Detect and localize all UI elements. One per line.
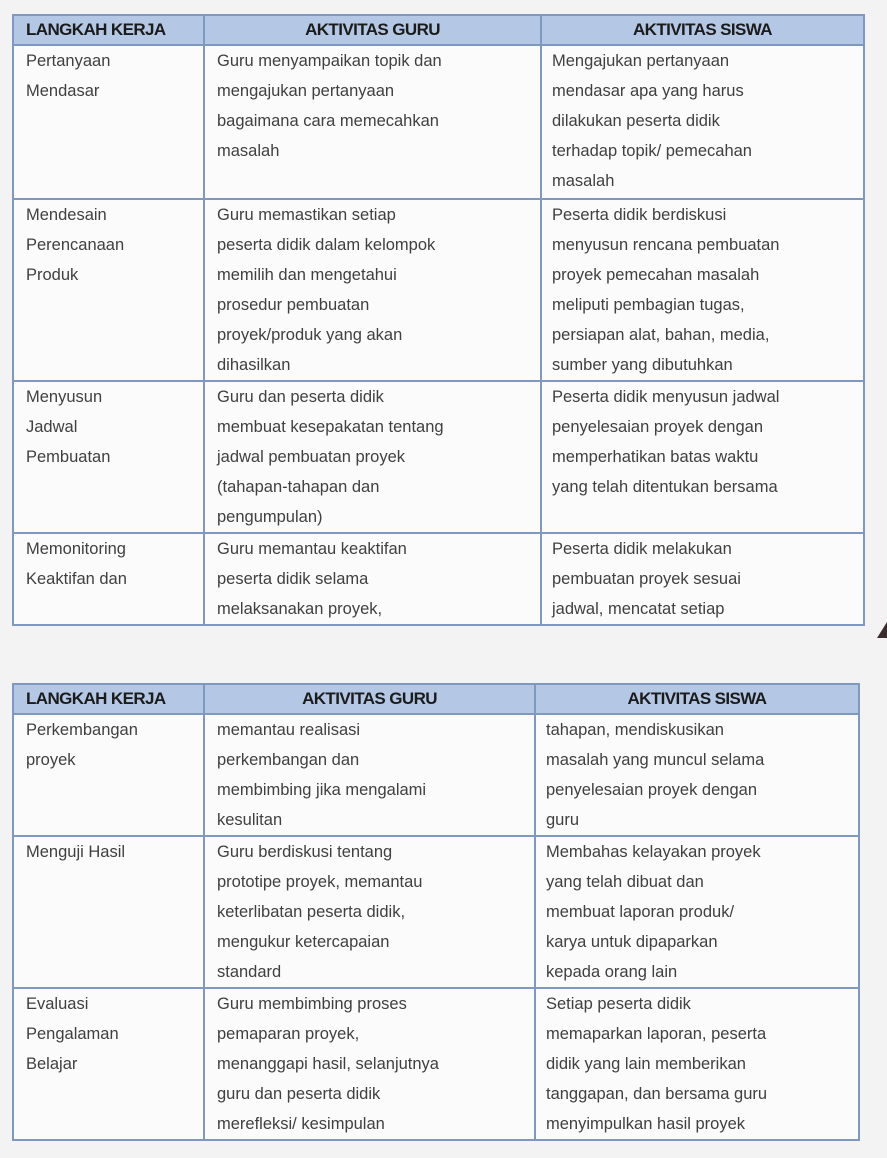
cell-siswa	[535, 714, 859, 836]
siswa-text: Peserta didik melakukan pembuatan proyek sesuai jadwal, mencatat setiap	[552, 540, 741, 618]
table-row	[13, 533, 864, 625]
guru-text: Guru memastikan setiap peserta didik dalam kelompok memilih dan mengetahui prosedur pembuatan proyek/produk yang akan dihasilkan	[217, 206, 436, 374]
table-row	[13, 836, 859, 988]
activity-table	[12, 683, 860, 1141]
table-header-row	[13, 684, 859, 714]
cell-siswa	[535, 836, 859, 988]
step-text: Evaluasi Pengalaman Belajar	[26, 995, 119, 1073]
step-text: Mendesain Perencanaan Produk	[26, 206, 125, 284]
table-row	[13, 988, 859, 1140]
cell-step	[13, 714, 204, 836]
table-row	[13, 381, 864, 533]
cell-siswa	[541, 45, 864, 199]
step-text: Pertanyaan Mendasar	[26, 52, 111, 100]
activity-table	[12, 14, 865, 626]
header-aktivitas-siswa: AKTIVITAS SISWA	[541, 15, 864, 45]
table-row	[13, 45, 864, 199]
siswa-text: tahapan, mendiskusikan masalah yang muncul selama penyelesaian proyek dengan guru	[546, 721, 765, 829]
cell-siswa	[541, 533, 864, 625]
cell-step	[13, 381, 204, 533]
cell-step	[13, 45, 204, 199]
cell-step	[13, 836, 204, 988]
cell-guru	[204, 988, 535, 1140]
table-row	[13, 714, 859, 836]
step-text: Menguji Hasil	[26, 843, 126, 861]
cell-siswa	[535, 988, 859, 1140]
table-header-row	[13, 15, 864, 45]
siswa-text: Setiap peserta didik memaparkan laporan, peserta didik yang lain memberikan tanggapan, dan bersama guru menyimpulkan hasil proyek	[546, 995, 768, 1133]
guru-text: Guru menyampaikan topik dan mengajukan pertanyaan bagaimana cara memecahkan masalah	[217, 52, 442, 160]
cell-siswa	[541, 199, 864, 381]
cell-siswa	[541, 381, 864, 533]
guru-text: Guru berdiskusi tentang prototipe proyek, memantau keterlibatan peserta didik, mengukur ketercapaian standard	[217, 843, 423, 981]
guru-text: Guru membimbing proses pemaparan proyek, menanggapi hasil, selanjutnya guru dan peserta didik merefleksi/ kesimpulan	[217, 995, 439, 1133]
guru-text: Guru dan peserta didik membuat kesepakatan tentang jadwal pembuatan proyek (tahapan-tahapan dan pengumpulan)	[217, 388, 444, 526]
siswa-text: Mengajukan pertanyaan mendasar apa yang harus dilakukan peserta didik terhadap topik/ pemecahan masalah	[552, 52, 752, 190]
cell-step	[13, 533, 204, 625]
header-langkah-kerja: LANGKAH KERJA	[13, 684, 204, 714]
table-langkah-kerja-2	[12, 683, 860, 1141]
table-row	[13, 199, 864, 381]
cell-step	[13, 199, 204, 381]
cell-guru	[204, 199, 541, 381]
step-text: Memonitoring Keaktifan dan	[26, 540, 127, 588]
guru-text: memantau realisasi perkembangan dan membimbing jika mengalami kesulitan	[217, 721, 427, 829]
cell-guru	[204, 836, 535, 988]
cell-step	[13, 988, 204, 1140]
page-corner-decoration	[877, 622, 887, 638]
siswa-text: Peserta didik menyusun jadwal penyelesaian proyek dengan memperhatikan batas waktu yang telah ditentukan bersama	[552, 388, 780, 496]
siswa-text: Membahas kelayakan proyek yang telah dibuat dan membuat laporan produk/ karya untuk dipaparkan kepada orang lain	[546, 843, 761, 981]
header-aktivitas-guru: AKTIVITAS GURU	[204, 684, 535, 714]
step-text: Perkembangan proyek	[26, 721, 138, 769]
siswa-text: Peserta didik berdiskusi menyusun rencana pembuatan proyek pemecahan masalah meliputi pembagian tugas, persiapan alat, bahan, media, sumber yang dibutuhkan	[552, 206, 780, 374]
cell-guru	[204, 714, 535, 836]
header-aktivitas-siswa: AKTIVITAS SISWA	[535, 684, 859, 714]
table-langkah-kerja-1	[12, 14, 865, 626]
guru-text: Guru memantau keaktifan peserta didik selama melaksanakan proyek,	[217, 540, 407, 618]
cell-guru	[204, 381, 541, 533]
cell-guru	[204, 533, 541, 625]
header-aktivitas-guru: AKTIVITAS GURU	[204, 15, 541, 45]
header-langkah-kerja: LANGKAH KERJA	[13, 15, 204, 45]
cell-guru	[204, 45, 541, 199]
step-text: Menyusun Jadwal Pembuatan	[26, 388, 111, 466]
